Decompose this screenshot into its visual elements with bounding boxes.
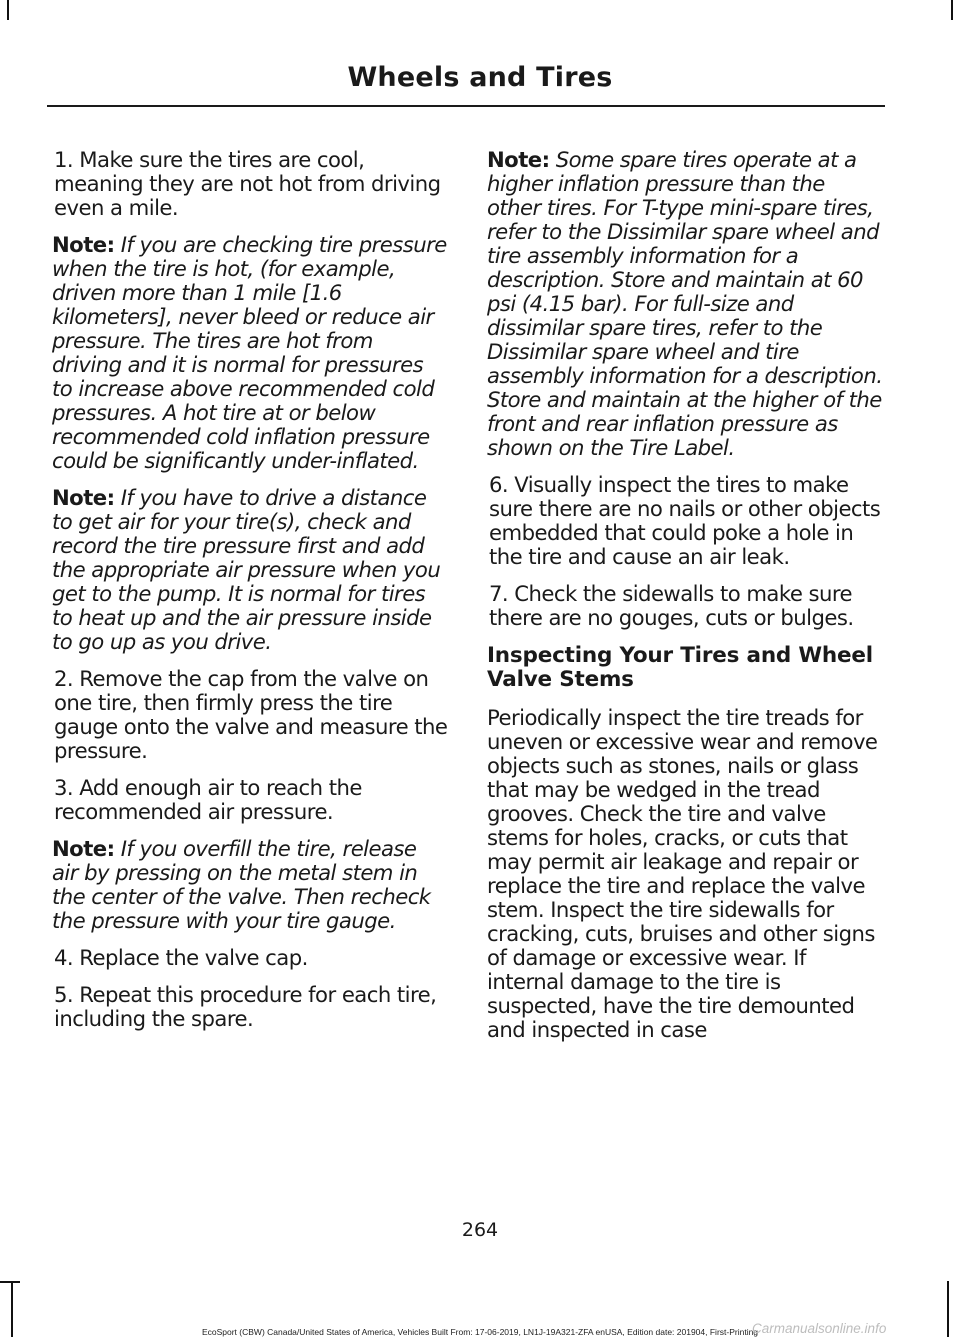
note-spare-tires	[487, 148, 883, 460]
inspection-paragraph: Periodically inspect the tire treads for uneven or excessive wear and remove objects such as stones, nails or glass that may be wedged in the tread grooves. Check the tire and valve stems for holes, cracks, or cuts that may permit air leakage and repair or replace the tire and replace the valve stem. Inspect the tire sidewalls for cracking, cuts, bruises and other signs of damage or excessive wear. If internal damage to the tire is suspected, have the tire demounted and inspected in case	[487, 705, 878, 1042]
crop-mark-bottom-left-horizontal	[0, 1281, 20, 1283]
crop-mark-top-right-vertical	[951, 0, 953, 20]
note-text: If you overfill the tire, release air by pressing on the metal stem in the center of the valve. Then recheck the pressure with your tire gauge.	[52, 836, 431, 933]
step-6: 6. Visually inspect the tires to make sure there are no nails or other objects embedded that could poke a hole in the tire and cause an air leak.	[489, 472, 881, 569]
step-1: 1. Make sure the tires are cool, meaning they are not hot from driving even a mile.	[54, 147, 441, 220]
right-column	[487, 148, 883, 1055]
note-text: If you are checking tire pressure when the tire is hot, (for example, driven more than 1 mile [1.6 kilometers], never bleed or reduce air pressure. The tires are hot from driving and it is normal for pressures to increase above recommended cold pressures. A hot tire at or below recommended cold inflation pressure could be significantly under-inflated.	[52, 232, 447, 473]
watermark: Carmanualsonline.info	[752, 1321, 887, 1336]
step-4: 4. Replace the valve cap.	[54, 945, 308, 970]
note-hot-tire	[52, 233, 448, 473]
step-2: 2. Remove the cap from the valve on one tire, then firmly press the tire gauge onto the valve and measure the pressure.	[54, 666, 448, 763]
note-drive-to-air	[52, 486, 448, 654]
footer-text: EcoSport (CBW) Canada/United States of America, Vehicles Built From: 17-06-2019, LN1J-19A321-ZFA enUSA, Edition date: 201904, First-Printing	[201, 1327, 759, 1337]
note-label: Note:	[52, 485, 115, 510]
note-overfill	[52, 837, 448, 933]
section-heading: Inspecting Your Tires and Wheel Valve Stems	[487, 643, 873, 692]
note-label: Note:	[52, 232, 115, 257]
page-number: 264	[461, 1219, 499, 1241]
step-3: 3. Add enough air to reach the recommended air pressure.	[54, 775, 362, 824]
step-5: 5. Repeat this procedure for each tire, including the spare.	[54, 982, 437, 1031]
note-label: Note:	[487, 147, 550, 172]
step-7: 7. Check the sidewalls to make sure there are no gouges, cuts or bulges.	[489, 581, 854, 630]
note-text: If you have to drive a distance to get air for your tire(s), check and record the tire pressure first and add the appropriate air pressure when you get to the pump. It is normal for tires to heat up and the air pressure inside to go up as you drive.	[52, 485, 441, 654]
header-divider	[47, 105, 885, 107]
note-label: Note:	[52, 836, 115, 861]
page-title: Wheels and Tires	[347, 62, 613, 93]
left-column	[52, 148, 448, 1044]
crop-mark-top-left-vertical	[7, 0, 9, 20]
note-text: Some spare tires operate at a higher inflation pressure than the other tires. For T-type mini-spare tires, refer to the Dissimilar spare wheel and tire assembly information for a description. Store and maintain at 60 psi (4.15 bar). For full-size and dissimilar spare tires, refer to the Dissimilar spare wheel and tire assembly information for a description. Store and maintain at the higher of the front and rear inflation pressure as shown on the Tire Label.	[487, 147, 883, 460]
